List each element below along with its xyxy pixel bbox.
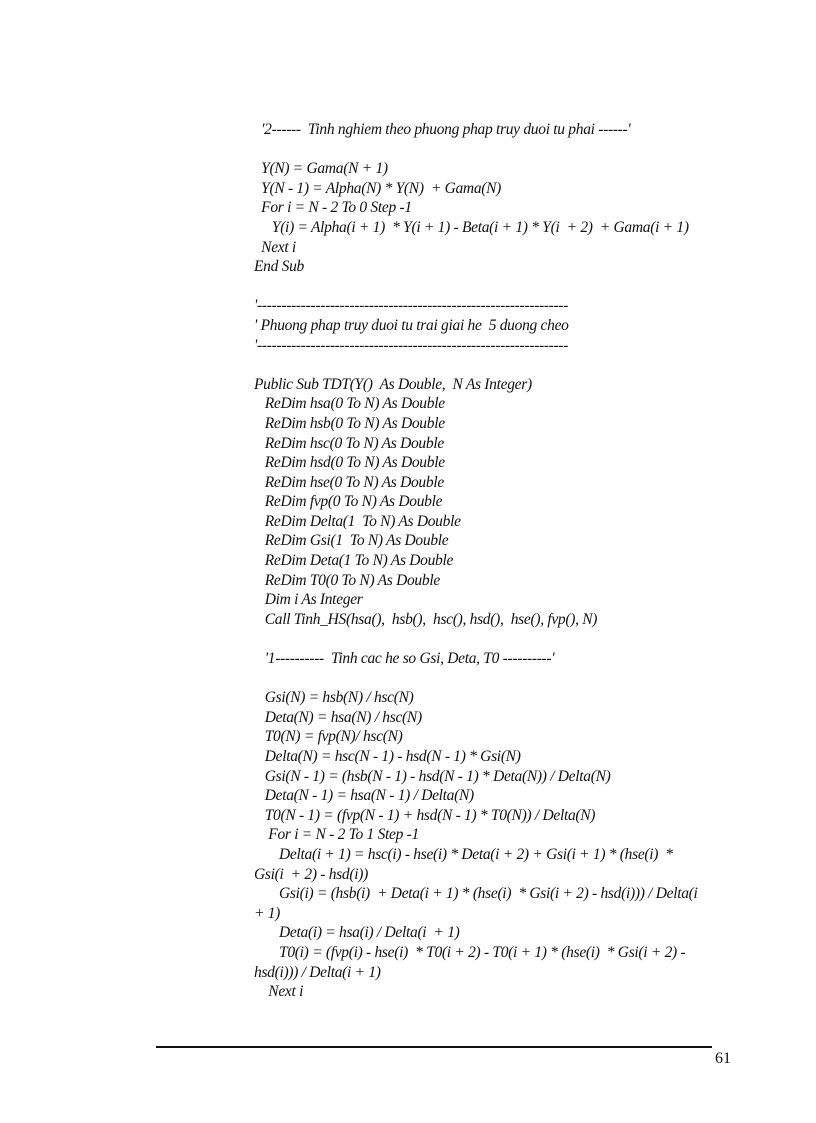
code-line: For i = N - 2 To 0 Step -1 <box>254 199 412 217</box>
code-line: ReDim hsb(0 To N) As Double <box>254 414 445 432</box>
code-line: T0(N) = fvp(N)/ hsc(N) <box>254 728 403 746</box>
code-line: '---------------------------------------------------------------- <box>254 336 569 354</box>
code-line: ReDim T0(0 To N) As Double <box>254 571 440 589</box>
code-line: Public Sub TDT(Y() As Double, N As Integer) <box>254 375 532 393</box>
code-line: Y(i) = Alpha(i + 1) * Y(i + 1) - Beta(i + 1) * Y(i + 2) + Gama(i + 1) <box>254 218 689 236</box>
code-line: Gsi(i + 2) - hsd(i)) <box>254 865 368 883</box>
code-line <box>254 277 754 297</box>
page-number: 61 <box>715 1050 731 1067</box>
code-line: T0(N - 1) = (fvp(N - 1) + hsd(N - 1) * T0(N)) / Delta(N) <box>254 806 596 824</box>
code-line: Call Tinh_HS(hsa(), hsb(), hsc(), hsd(), hse(), fvp(), N) <box>254 610 598 628</box>
code-line: Gsi(i) = (hsb(i) + Deta(i + 1) * (hse(i) * Gsi(i + 2) - hsd(i))) / Delta(i <box>254 885 698 903</box>
code-line: Y(N - 1) = Alpha(N) * Y(N) + Gama(N) <box>254 179 502 197</box>
code-line: '---------------------------------------------------------------- <box>254 297 569 315</box>
code-line: + 1) <box>254 904 281 922</box>
code-line: ReDim Deta(1 To N) As Double <box>254 552 454 570</box>
code-line: Next i <box>254 238 296 256</box>
code-line: hsd(i))) / Delta(i + 1) <box>254 963 381 981</box>
code-line <box>254 140 754 160</box>
code-line: ReDim fvp(0 To N) As Double <box>254 493 443 511</box>
code-line: For i = N - 2 To 1 Step -1 <box>254 826 419 844</box>
code-line: ' Phuong phap truy duoi tu trai giai he 5 duong cheo <box>254 316 569 334</box>
code-listing <box>254 120 754 1002</box>
footer-divider <box>156 1046 712 1048</box>
code-line: Dim i As Integer <box>254 591 363 609</box>
code-line: Next i <box>254 983 304 1001</box>
code-line: Delta(N) = hsc(N - 1) - hsd(N - 1) * Gsi(N) <box>254 748 521 765</box>
code-line: Gsi(N) = hsb(N) / hsc(N) <box>254 689 414 707</box>
code-line: Delta(i + 1) = hsc(i) - hse(i) * Deta(i + 2) + Gsi(i + 1) * (hse(i) * <box>254 845 673 863</box>
code-line: Deta(N) = hsa(N) / hsc(N) <box>254 708 422 726</box>
code-line: End Sub <box>254 258 304 276</box>
code-line: ReDim hse(0 To N) As Double <box>254 473 444 491</box>
code-line <box>254 669 754 689</box>
code-line: Gsi(N - 1) = (hsb(N - 1) - hsd(N - 1) * Deta(N)) / Delta(N) <box>254 767 611 785</box>
code-line: Y(N) = Gama(N + 1) <box>254 160 388 178</box>
code-line: ReDim Delta(1 To N) As Double <box>254 512 461 530</box>
code-line: ReDim Gsi(1 To N) As Double <box>254 532 449 550</box>
code-line: Deta(N - 1) = hsa(N - 1) / Delta(N) <box>254 787 474 805</box>
code-line: ReDim hsa(0 To N) As Double <box>254 395 445 413</box>
code-line: T0(i) = (fvp(i) - hse(i) * T0(i + 2) - T0(i + 1) * (hse(i) * Gsi(i + 2) - <box>254 943 686 961</box>
code-line: Deta(i) = hsa(i) / Delta(i + 1) <box>254 924 460 942</box>
code-line: ReDim hsd(0 To N) As Double <box>254 454 445 472</box>
code-line: '2------ Tinh nghiem theo phuong phap truy duoi tu phai ------' <box>254 121 631 138</box>
code-line <box>254 629 754 649</box>
code-line: '1---------- Tinh cac he so Gsi, Deta, T0 ----------' <box>254 650 555 668</box>
code-line <box>254 355 754 375</box>
code-line: ReDim hsc(0 To N) As Double <box>254 434 444 452</box>
